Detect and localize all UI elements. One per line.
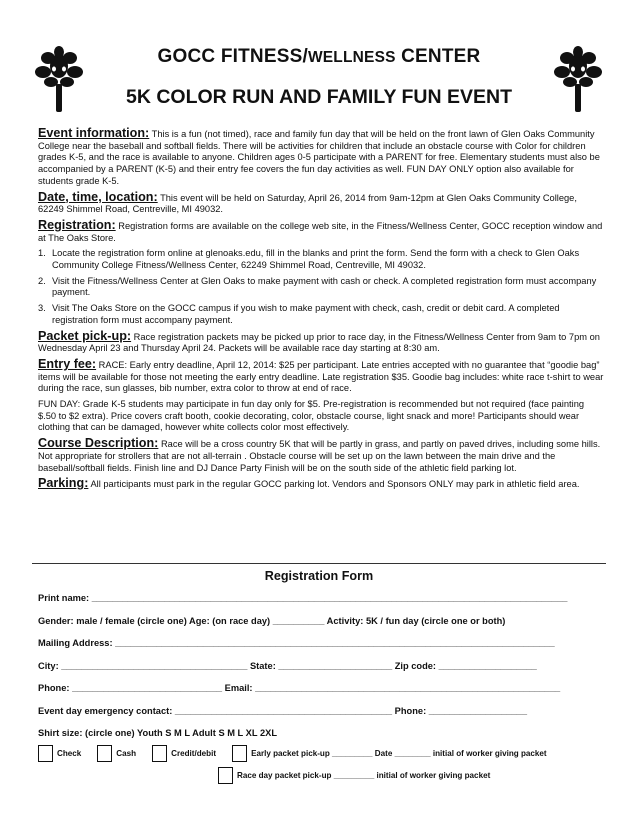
entry-fee-section: Entry fee: RACE: Early entry deadline, April 12, 2014: $25 per participant. Late entries accepted with no guarantee that “goodie bag” items will be available for those not meeting the early entry deadline. Late registration $35. Goodie bag includes: white race t-shirt to wear during the race, sun glasses, bib number, extra color to throw at end of race. — [38, 356, 604, 394]
divider — [32, 563, 606, 564]
section-heading: Registration: — [38, 217, 116, 232]
list-item: 3. Visit The Oaks Store on the GOCC campus if you wish to make payment with check, cash, credit or debit card. A completed registration form must accompany payment. — [38, 303, 560, 325]
section-heading: Entry fee: — [38, 356, 97, 371]
gender-age-activity-field[interactable]: Gender: male / female (circle one) Age: (on race day) __________ Activity: 5K / fun day (circle one or both) — [38, 615, 506, 626]
section-heading: Course Description: — [38, 436, 159, 451]
date-section: Date, time, location: This event will be held on Saturday, April 26, 2014 from 9am-12pm at Glen Oaks Community College, 62249 Shimmel Road, Centreville, MI 49032. — [38, 189, 577, 215]
office-use-checkboxes — [38, 742, 604, 786]
registration-steps — [38, 248, 604, 326]
fun-day-text: FUN DAY: Grade K-5 students may participate in fun day only for $5. Pre-registration is recommended but not required (face painting $.50 to $2 extra). Price covers craft booth, cookie decorating, color, obstacle course, light snack and more! Participants should wear clothing that can be damaged, however white collects color most effectively. — [38, 399, 585, 433]
cash-checkbox[interactable] — [97, 745, 112, 762]
parking-section: Parking: All participants must park in the regular GOCC parking lot. Vendors and Sponsors ONLY may park in athletic field area. — [38, 476, 580, 491]
raceday-pickup-checkbox[interactable] — [218, 767, 233, 784]
mailing-address-field[interactable]: Mailing Address: _____________________________________________________________________________________ — [38, 638, 555, 648]
section-heading: Packet pick-up: — [38, 328, 132, 343]
check-checkbox[interactable] — [38, 745, 53, 762]
early-pickup-label: Early packet pick-up _________ Date ________ initial of worker giving packet — [251, 748, 547, 758]
list-item: 1. Locate the registration form online at glenoaks.edu, fill in the blanks and print the form. Send the form with a check to Glen Oaks Community College Fitness/Wellness Center, 62249 Shimmel Road, Centreville, MI 49032. — [38, 248, 580, 271]
event-details — [38, 128, 604, 495]
event-info-section: Event information: This is a fun (not timed), race and family fun day that will be held on the front lawn of Glen Oaks Community College near the baseball and softball fields. There will be activities for children that include an obstacle course with Color for children grades K-5, and the race is available to anyone. Children ages 0-5 participate with a PARENT for free. Elementary students must also be accompanied by a PARENT (K-5) and their entry fee covers the fun day activities as well. FUN DAY ONLY option also available for students grade K-5. — [38, 126, 600, 186]
page-subtitle: 5K COLOR RUN AND FAMILY FUN EVENT — [125, 86, 513, 108]
shirt-size-field[interactable]: Shirt size: (circle one) Youth S M L Adult S M L XL 2XL — [38, 728, 277, 738]
section-heading: Event information: — [38, 126, 150, 140]
city-state-zip-field[interactable]: City: ____________________________________ State: ______________________ Zip code: ___________________ — [38, 660, 537, 671]
emergency-contact-field[interactable]: Event day emergency contact: __________________________________________ Phone: ___________________ — [38, 705, 527, 716]
packet-section: Packet pick-up: Race registration packets may be picked up prior to race day, in the Fitness/Wellness Center from 9am to 7pm on Wednesday April 23 and Thursday April 24. Packets will be available race day starting at 8:30 am. — [38, 328, 600, 354]
page-title: GOCC FITNESS/WELLNESS CENTER — [157, 46, 481, 67]
phone-email-field[interactable]: Phone: _____________________________ Email: ___________________________________________________________ — [38, 683, 561, 693]
section-heading: Date, time, location: — [38, 189, 158, 204]
check-label: Check — [57, 748, 82, 758]
credit-checkbox[interactable] — [152, 745, 167, 762]
credit-label: Credit/debit — [171, 748, 217, 758]
registration-section: Registration: Registration forms are available on the college web site, in the Fitness/Wellness Center, GOCC reception window and at The Oaks Store. — [38, 217, 603, 243]
print-name-field[interactable]: Print name: ____________________________________________________________________________________________ — [38, 593, 568, 603]
list-item: 2. Visit the Fitness/Wellness Center at Glen Oaks to make payment with cash or check. A completed registration form must accompany payment. — [38, 275, 597, 298]
registration-form — [38, 593, 604, 751]
section-heading: Parking: — [38, 476, 89, 491]
cash-label: Cash — [116, 748, 137, 758]
course-section: Course Description: Race will be a cross country 5K that will be partly in grass, and partly on paved drives, including some hills. Not appropriate for strollers that are not all-terrain . Obstacle course will be set up on the lawn between the main drive and the baseball/softball fields. Finish line and DJ Dance Party Finish will be on the south side of the athletic field parking lot. — [38, 436, 601, 473]
form-title: Registration Form — [264, 569, 374, 583]
raceday-pickup-label: Race day packet pick-up _________ initial of worker giving packet — [237, 770, 491, 780]
early-pickup-checkbox[interactable] — [232, 745, 247, 762]
